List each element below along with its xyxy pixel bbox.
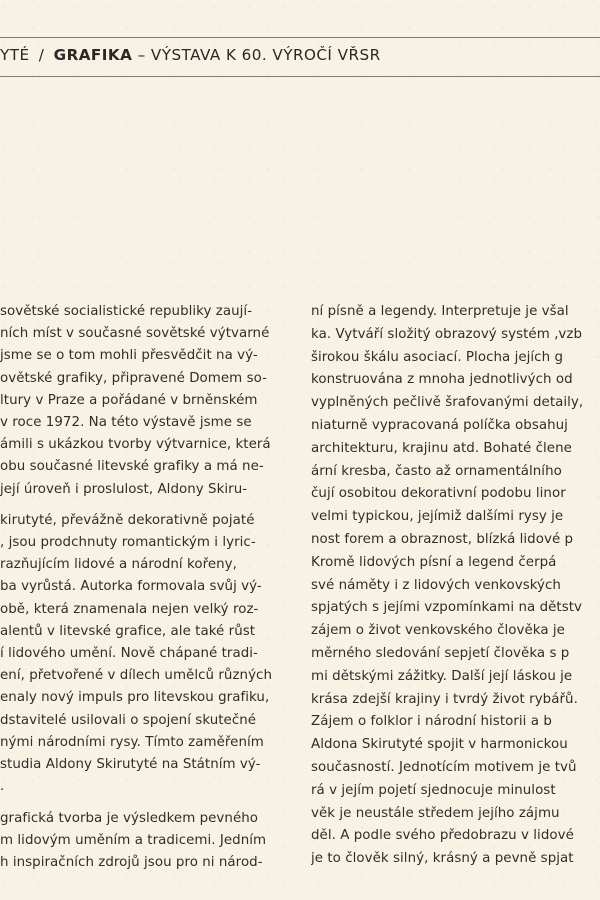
right-line: ka. Vytváří složitý obrazový systém ‚vzb xyxy=(311,326,583,342)
left-line: í lidového umění. Nově chápané tradi- xyxy=(0,646,258,661)
left-line: dstavitelé usilovali o spojení skutečné xyxy=(0,712,257,728)
left-line: razňujícím lidové a národní kořeny, xyxy=(0,557,237,573)
header-top-rule xyxy=(0,37,600,38)
left-line: m lidovým uměním a tradicemi. Jedním xyxy=(0,832,267,848)
page-header xyxy=(0,46,600,68)
header-bold-text: GRAFIKA xyxy=(53,46,133,64)
right-line: konstruována z mnoha jednotlivých od xyxy=(311,372,573,388)
right-line: širokou škálu asociací. Plocha jejích g xyxy=(311,349,563,365)
right-line: architekturu, krajinu atd. Bohaté člene xyxy=(311,440,572,456)
left-line: ních míst v současné sovětské výtvarné xyxy=(0,326,270,342)
left-text-column xyxy=(0,301,292,874)
right-line: Zájem o folklor i národní historii a b xyxy=(311,714,552,730)
right-line: spjatých s jejími vzpomínkami na dětstv xyxy=(311,600,583,616)
right-line: krása zdejší krajiny i tvrdý život rybářů. xyxy=(311,691,578,707)
right-line: ární kresba, často až ornamentálního xyxy=(311,463,562,479)
right-line: je to člověk silný, krásný a pevně spjat xyxy=(311,851,574,867)
right-line: měrného sledování sepjetí člověka s p xyxy=(311,645,570,661)
right-line: rá v jejím pojetí sjednocuje minulost xyxy=(311,782,556,798)
left-line: kirutyté, převážně dekorativně pojaté xyxy=(0,512,255,528)
right-line: vyplněných pečlivě šrafovanými detaily, xyxy=(311,395,584,411)
left-line: jsme se o tom mohli přesvědčit na vý- xyxy=(0,348,258,364)
left-line: h inspiračních zdrojů jsou pro ni národ- xyxy=(0,854,263,870)
header-separator: / xyxy=(38,46,45,64)
left-line: sovětské socialistické republiky zaují- xyxy=(0,304,253,319)
left-line: enaly nový impuls pro litevskou grafiku, xyxy=(0,690,270,706)
left-line: ení, přetvořené v dílech umělců různých xyxy=(0,668,272,684)
left-line: . xyxy=(0,779,5,795)
left-line: grafická tvorba je výsledkem pevného xyxy=(0,810,259,826)
right-line: mi dětskými zážitky. Další její láskou je xyxy=(311,668,573,684)
right-line: Aldona Skirutyté spojit v harmonickou xyxy=(311,737,568,753)
left-line: ba vyrůstá. Autorka formovala svůj vý- xyxy=(0,579,262,595)
right-line: zájem o život venkovského člověka je xyxy=(311,623,565,639)
header-bottom-rule xyxy=(0,76,600,77)
left-line: v roce 1972. Na této výstavě jsme se xyxy=(0,414,252,430)
right-line: nost forem a obraznost, blízká lidové p xyxy=(311,531,574,547)
left-line: její úroveň i proslulost, Aldony Skiru- xyxy=(0,481,248,497)
right-line: ní písně a legendy. Interpretuje je všal xyxy=(311,304,569,319)
left-line: obě, která znamenala nejen velký roz- xyxy=(0,601,259,617)
right-line: niaturně vypracovaná políčka obsahuj xyxy=(311,417,568,433)
left-line: ltury v Praze a pořádané v brněnském xyxy=(0,392,258,408)
right-line: velmi typickou, jejímiž dalšími rysy je xyxy=(311,509,564,525)
right-text-column xyxy=(311,301,600,871)
right-line: věk je neustále středem jejího zájmu xyxy=(311,805,560,821)
header-tail-text: – VÝSTAVA K 60. VÝROČÍ VŘSR xyxy=(137,46,381,64)
left-line: nými národními rysy. Tímto zaměřením xyxy=(0,734,264,750)
header-left-text: YTÉ xyxy=(0,46,30,64)
right-line: Kromě lidových písní a legend čerpá xyxy=(311,554,557,570)
right-line: současností. Jednotícím motivem je tvů xyxy=(311,759,577,775)
right-line: své náměty i z lidových venkovských xyxy=(311,577,561,593)
left-line: obu současné litevské grafiky a má ne- xyxy=(0,459,264,475)
left-line: , jsou prodchnuty romantickým i lyric- xyxy=(0,535,256,551)
left-line: ámili s ukázkou tvorby výtvarnice, která xyxy=(0,437,271,453)
left-line: studia Aldony Skirutyté na Státním vý- xyxy=(0,756,261,772)
right-line: děl. A podle svého předobrazu v lidové xyxy=(311,828,574,844)
left-line: alentů v litevské grafice, ale také růst xyxy=(0,623,256,639)
right-line: čují osobitou dekorativní podobu linor xyxy=(311,486,566,502)
left-line: ovětské grafiky, připravené Domem so- xyxy=(0,370,267,386)
